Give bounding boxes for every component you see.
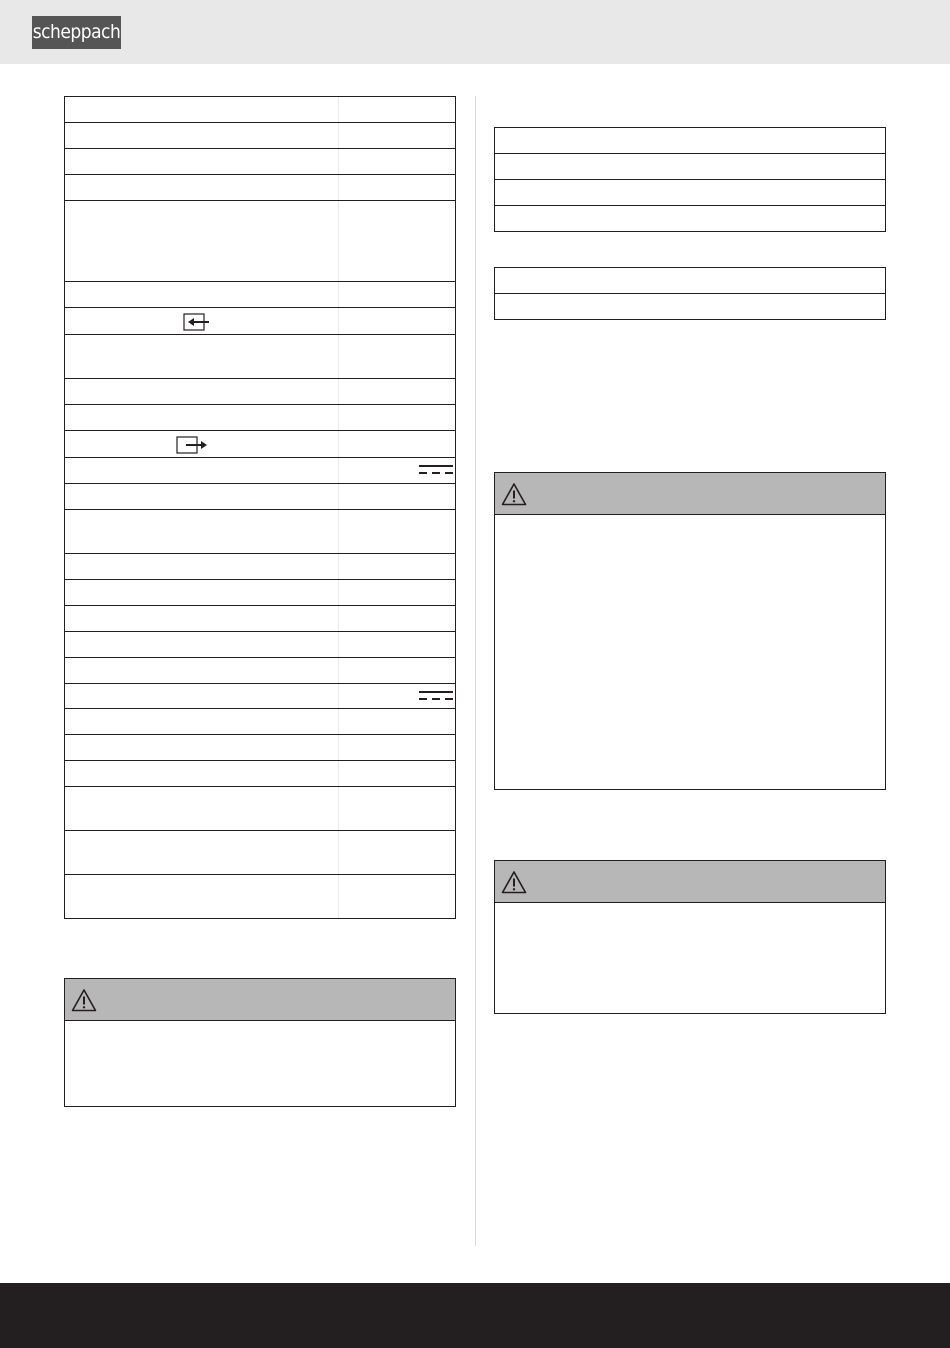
table-row [65,684,455,709]
table-row [65,335,455,379]
table-row [65,632,455,658]
table-row [65,831,455,875]
warning-box [494,860,886,1014]
table-row [65,458,455,484]
table-row [65,308,455,335]
table-row [495,180,885,206]
warning-triangle-icon [501,482,527,506]
right-table-1 [494,127,886,232]
technical-data-table [64,96,456,919]
table-row [65,735,455,761]
table-row [65,709,455,735]
warning-triangle-icon [71,988,97,1012]
direct-current-icon [419,464,453,476]
table-row [65,510,455,554]
direct-current-icon [419,690,453,702]
table-row [65,149,455,175]
table-row [495,206,885,231]
table-row [65,658,455,684]
table-row [65,405,455,431]
output-arrow-icon [176,436,208,454]
table-row [65,554,455,580]
warning-header [495,861,885,903]
table-row [65,787,455,831]
table-row [65,606,455,632]
warning-box [494,472,886,790]
table-row [65,282,455,308]
table-row [495,154,885,180]
warning-box [64,978,456,1107]
table-row [65,201,455,282]
table-row [495,268,885,294]
page-footer [0,1283,950,1348]
table-row [65,875,455,918]
table-row [495,128,885,154]
warning-header [495,473,885,515]
table-row [65,431,455,458]
table-row [65,580,455,606]
table-row [65,761,455,787]
table-row [65,484,455,510]
warning-triangle-icon [501,870,527,894]
table-row [495,294,885,319]
scheppach-logo: scheppach [32,16,121,49]
table-row [65,175,455,201]
column-divider [475,96,476,1246]
table-row [65,97,455,123]
table-row [65,123,455,149]
warning-header [65,979,455,1021]
table-row [65,379,455,405]
right-table-2 [494,267,886,320]
input-arrow-icon [183,313,211,331]
page-header [0,0,950,64]
